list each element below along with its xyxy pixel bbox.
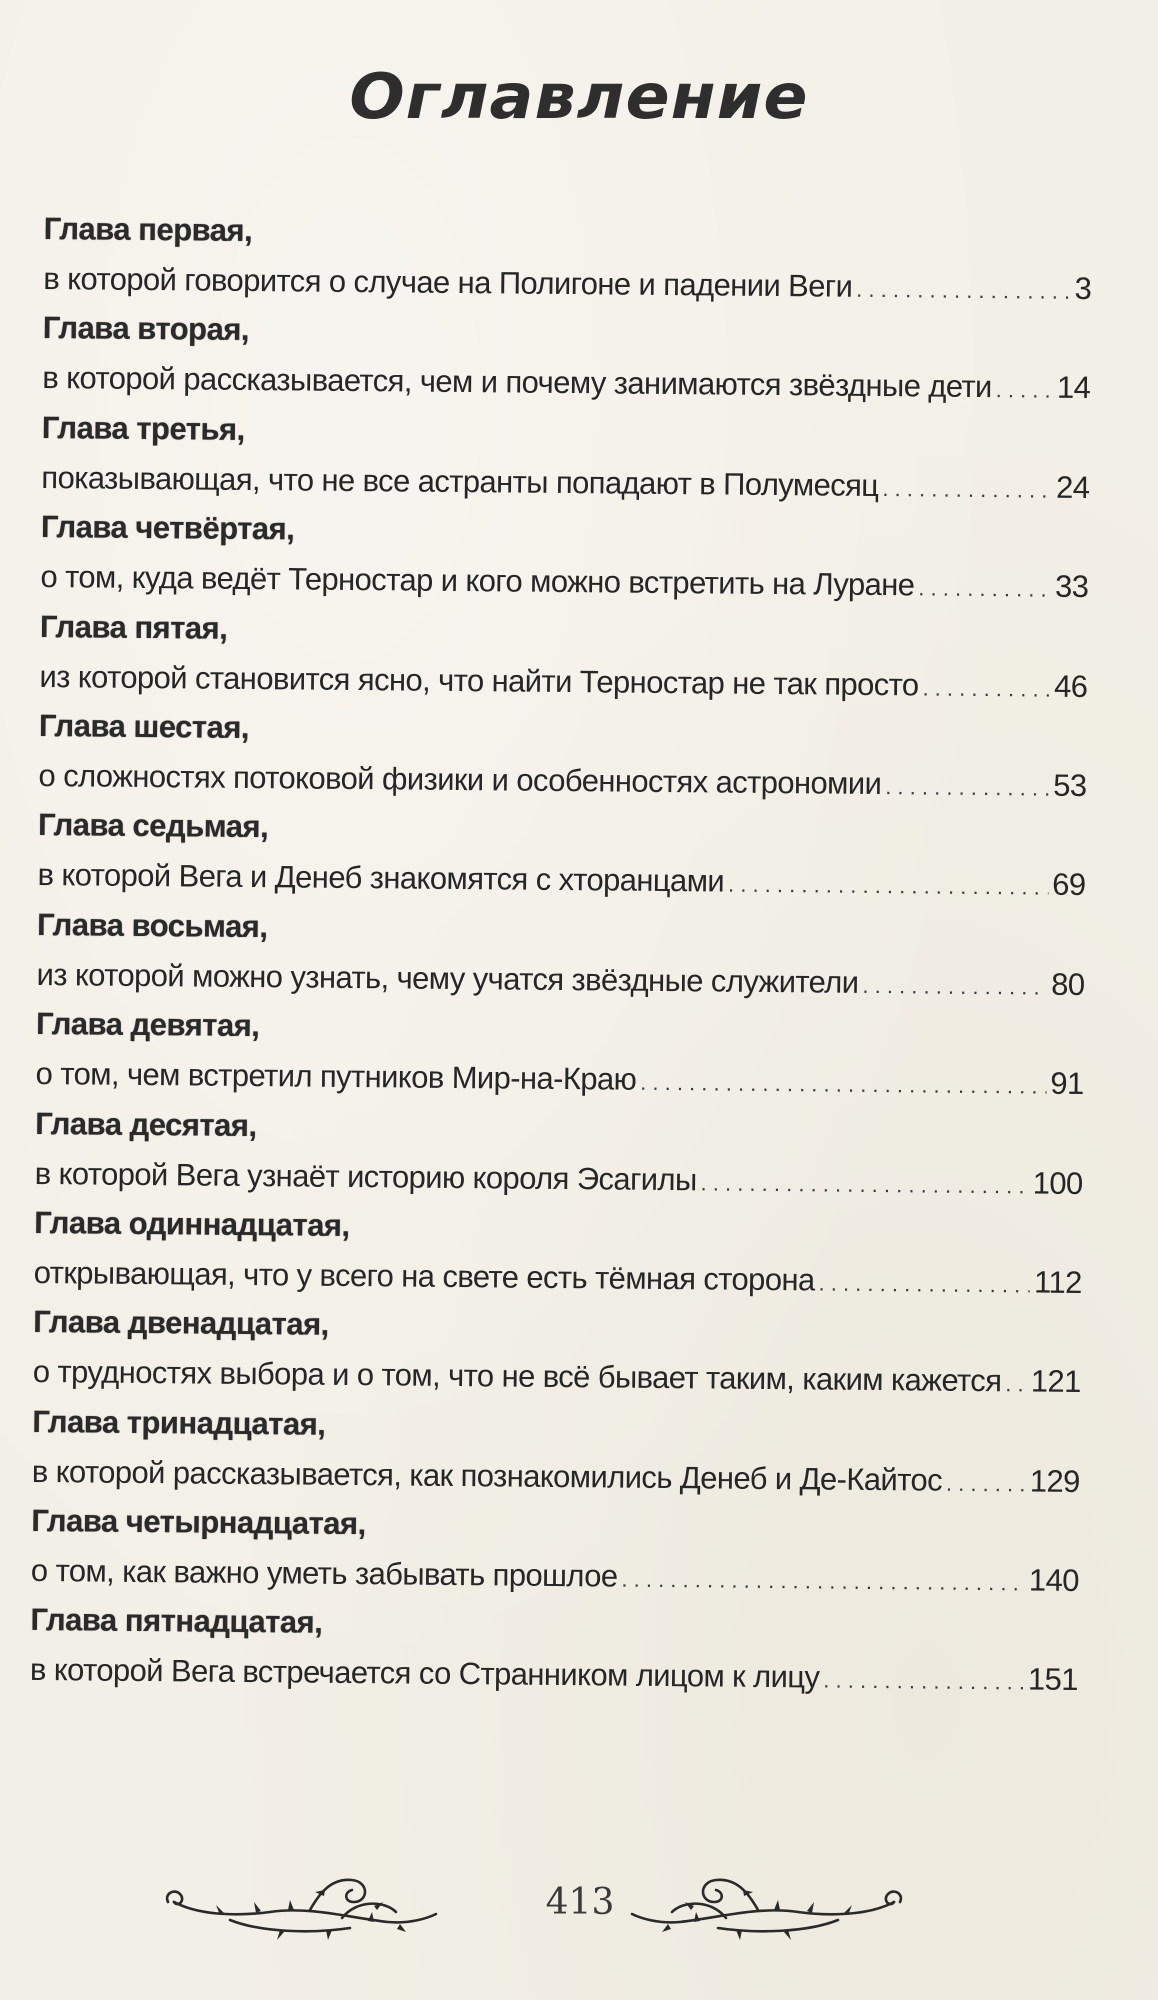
- chapter-heading: Глава пятнадцатая,: [30, 1602, 323, 1641]
- dot-leader: [882, 463, 1052, 517]
- chapter-description: о трудностях выбора и о том, что не всё бывает таким, каким кажется: [32, 1354, 1002, 1399]
- chapter-page-number: 121: [1030, 1363, 1081, 1400]
- toc-entry: [34, 1099, 1083, 1208]
- chapter-page-number: 24: [1055, 469, 1090, 505]
- toc-entry: [36, 901, 1085, 1010]
- dot-leader: [946, 1457, 1026, 1510]
- chapter-heading: Глава девятая,: [35, 1006, 260, 1044]
- toc-entry: [32, 1398, 1081, 1507]
- chapter-page-number: 151: [1027, 1661, 1079, 1698]
- dot-leader: [885, 761, 1049, 815]
- thorn-vine-ornament-icon: [628, 1872, 908, 1946]
- dot-leader: [728, 859, 1049, 914]
- chapter-heading: Глава двенадцатая,: [33, 1304, 329, 1343]
- chapter-description: в которой Вега встречается со Странником лицом к лицу: [29, 1652, 820, 1695]
- chapter-heading: Глава первая,: [43, 210, 253, 248]
- chapter-description: о том, как важно уметь забывать прошлое: [30, 1553, 618, 1594]
- chapter-heading: Глава третья,: [41, 409, 245, 447]
- chapter-description: в которой Вега и Денеб знакомятся с хторанцами: [37, 857, 725, 899]
- toc-entry: [42, 304, 1091, 413]
- chapter-description: в которой говорится о случае на Полигоне и падении Веги: [43, 260, 853, 304]
- dot-leader: [1005, 1359, 1027, 1411]
- chapter-heading: Глава одиннадцатая,: [34, 1204, 350, 1243]
- toc-entry: [34, 1199, 1083, 1308]
- toc-entry: [33, 1298, 1082, 1407]
- page-footer: [0, 1860, 1158, 1950]
- dot-leader: [918, 563, 1051, 616]
- chapter-heading: Глава шестая,: [38, 707, 250, 745]
- toc-entry: [43, 205, 1092, 314]
- chapter-description: о том, чем встретил путников Мир-на-Краю: [35, 1056, 637, 1097]
- chapter-description: в которой Вега узнаёт историю короля Эсагилы: [34, 1155, 697, 1197]
- page-title: Оглавление: [349, 60, 809, 133]
- toc-entry: [31, 1497, 1080, 1606]
- chapter-page-number: 91: [1050, 1065, 1084, 1102]
- chapter-page-number: 69: [1052, 867, 1086, 903]
- chapter-page-number: 100: [1032, 1165, 1083, 1201]
- chapter-page-number: 53: [1053, 767, 1087, 803]
- dot-leader: [862, 960, 1047, 1014]
- chapter-page-number: 14: [1056, 370, 1091, 406]
- dot-leader: [818, 1257, 1030, 1311]
- dot-leader: [995, 365, 1053, 418]
- dot-leader: [621, 1554, 1025, 1610]
- chapter-description: о сложностях потоковой физики и особенностях астрономии: [38, 757, 882, 802]
- chapter-description: показывающая, что не все астранты попадают в Полумесяц: [41, 459, 879, 503]
- chapter-line: [30, 1644, 1078, 1706]
- dot-leader: [700, 1157, 1029, 1212]
- chapter-page-number: 33: [1054, 568, 1089, 605]
- page-number: 413: [545, 1882, 615, 1923]
- chapter-heading: Глава седьмая,: [37, 807, 269, 845]
- chapter-heading: Глава четырнадцатая,: [31, 1503, 366, 1542]
- chapter-page-number: 129: [1029, 1463, 1080, 1499]
- toc-entry: [41, 404, 1090, 513]
- chapter-description: открывающая, что у всего на свете есть тёмная сторона: [33, 1254, 815, 1298]
- toc-entry: [37, 801, 1086, 910]
- chapter-description: о том, куда ведёт Терностар и кого можно встретить на Луране: [40, 559, 915, 603]
- dot-leader: [640, 1057, 1047, 1113]
- toc-entry: [35, 1000, 1084, 1109]
- chapter-description: в которой рассказывается, чем и почему занимаются звёздные дети: [42, 360, 992, 405]
- chapter-page-number: 80: [1051, 966, 1085, 1002]
- chapter-description: из которой становится ясно, что найти Терностар не так просто: [39, 658, 919, 702]
- chapter-heading: Глава восьмая,: [36, 906, 268, 944]
- chapter-page-number: 3: [1074, 270, 1092, 307]
- toc-entry: [39, 603, 1088, 712]
- chapter-heading: Глава десятая,: [35, 1105, 257, 1143]
- dot-leader: [922, 662, 1050, 715]
- chapter-page-number: 46: [1053, 668, 1088, 704]
- chapter-page-number: 140: [1028, 1562, 1080, 1599]
- chapter-heading: Глава вторая,: [42, 310, 250, 348]
- thorn-vine-ornament-icon: [160, 1872, 440, 1946]
- toc-entry: [40, 503, 1089, 612]
- table-of-contents: [30, 205, 1092, 1706]
- chapter-description: в которой рассказывается, как познакомились Денеб и Де-Кайтос: [31, 1453, 943, 1498]
- toc-entry: [30, 1596, 1079, 1705]
- dot-leader: [823, 1655, 1024, 1709]
- chapter-heading: Глава четвёртая,: [40, 509, 295, 547]
- chapter-heading: Глава тринадцатая,: [32, 1403, 326, 1442]
- chapter-description: из которой можно узнать, чему учатся звёздные служители: [36, 956, 859, 1000]
- chapter-heading: Глава пятая,: [39, 608, 228, 646]
- chapter-page-number: 112: [1033, 1264, 1082, 1300]
- toc-entry: [38, 702, 1087, 811]
- dot-leader: [856, 264, 1071, 318]
